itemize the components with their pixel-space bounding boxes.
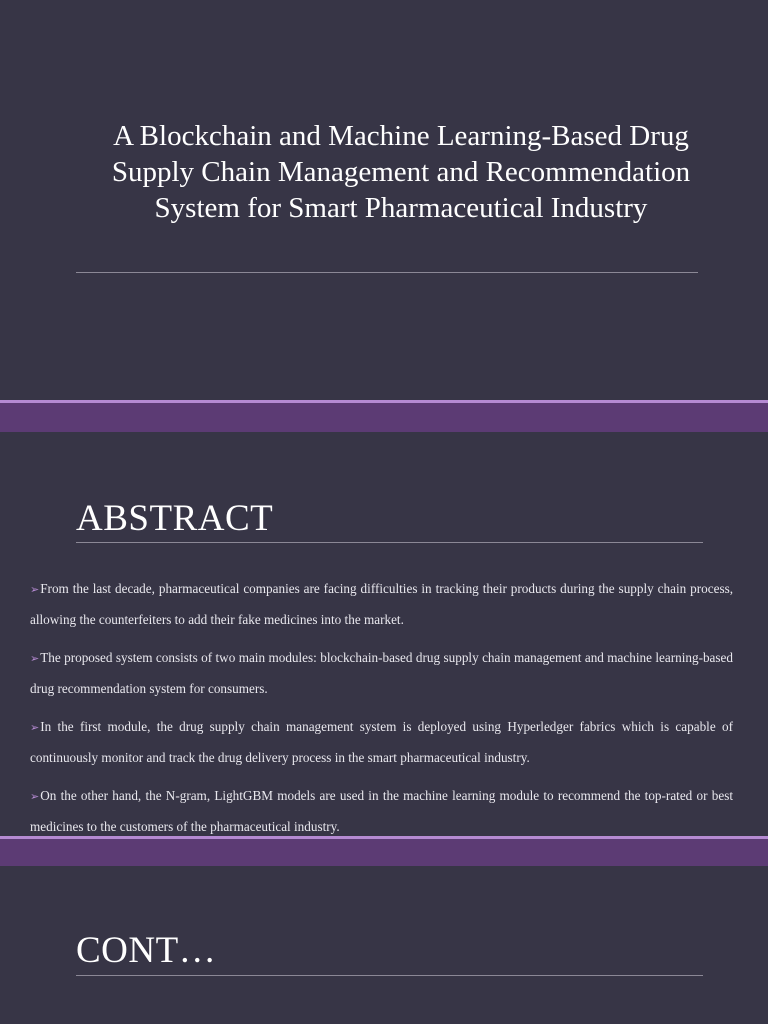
continuation-slide (0, 866, 768, 1024)
abstract-divider (76, 542, 703, 543)
arrow-bullet-icon: ➢ (30, 583, 40, 596)
slide-separator-band (0, 400, 768, 432)
continuation-divider (76, 975, 703, 976)
bullet-text: The proposed system consists of two main modules: blockchain-based drug supply chain management and machine learning-based drug recommendation system for consumers. (30, 650, 733, 696)
arrow-bullet-icon: ➢ (30, 790, 40, 803)
slide-separator-accent-line (0, 836, 768, 839)
title-divider (76, 272, 698, 273)
bullet-item (30, 781, 733, 836)
slide-separator-accent-line (0, 400, 768, 403)
arrow-bullet-icon: ➢ (30, 721, 40, 734)
abstract-bullet-list (30, 574, 733, 836)
bullet-item (30, 712, 733, 772)
bullet-text: From the last decade, pharmaceutical companies are facing difficulties in tracking their products during the supply chain process, allowing the counterfeiters to add their fake medicines into the market. (30, 581, 733, 627)
slide-separator-band (0, 836, 768, 866)
bullet-item (30, 643, 733, 703)
arrow-bullet-icon: ➢ (30, 652, 40, 665)
abstract-slide (0, 432, 768, 836)
bullet-text: In the first module, the drug supply chain management system is deployed using Hyperledger fabrics which is capable of continuously monitor and track the drug delivery process in the smart pharmaceutical industry. (30, 719, 733, 765)
abstract-heading: ABSTRACT (76, 498, 274, 539)
bullet-item (30, 574, 733, 634)
continuation-heading: CONT… (76, 930, 217, 971)
title-slide (0, 0, 768, 400)
presentation-title: A Blockchain and Machine Learning-Based Drug Supply Chain Management and Recommendation System for Smart Pharmaceutical Industry (111, 120, 691, 224)
bullet-text: On the other hand, the N-gram, LightGBM models are used in the machine learning module to recommend the top-rated or best medicines to the customers of the pharmaceutical industry. (30, 788, 733, 834)
